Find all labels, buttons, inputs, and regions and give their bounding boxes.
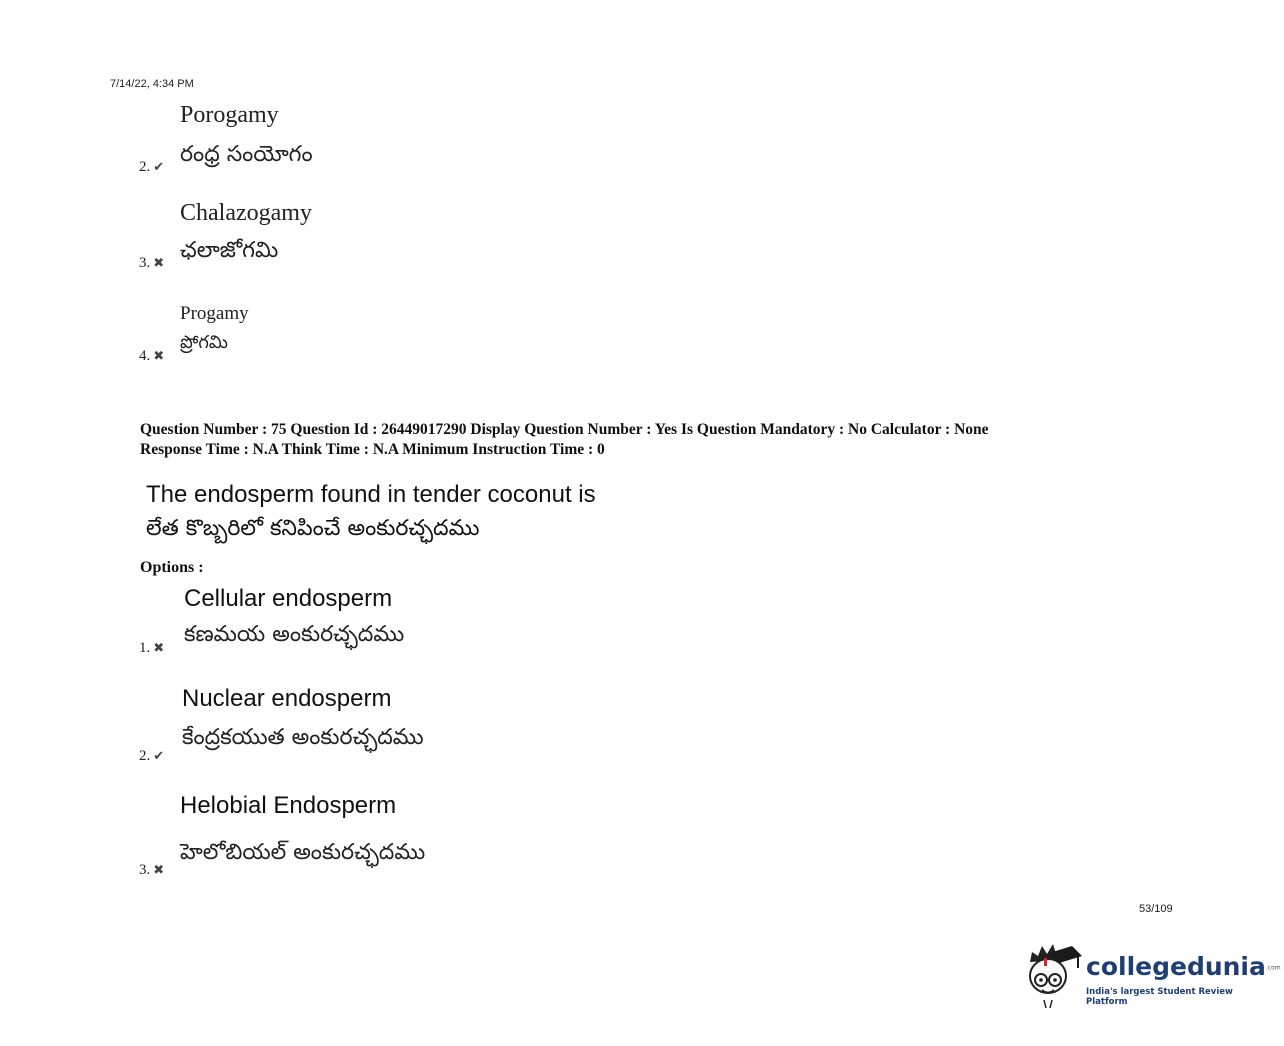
option-3-number (139, 862, 164, 879)
cross-icon: ✖ (153, 641, 165, 656)
prev-option-2-telugu: రంధ్ర సంయోగం (180, 142, 313, 167)
option-number: 2. (139, 159, 151, 175)
option-1-number (139, 640, 164, 657)
option-number: 3. (139, 255, 151, 271)
option-1-english: Cellular endosperm (184, 585, 393, 612)
logo-tagline: India's largest Student Review Platform (1086, 987, 1233, 1007)
collegedunia-logo (1022, 940, 1281, 1012)
option-2-english: Nuclear endosperm (182, 685, 392, 712)
logo-name: collegedunia (1086, 952, 1266, 981)
prev-option-3-telugu: ఛలాజోగమి (180, 238, 279, 263)
logo-suffix: .com (1265, 964, 1281, 972)
cross-icon: ✖ (153, 863, 165, 878)
option-number: 3. (139, 862, 151, 878)
student-mascot-icon (1022, 940, 1084, 1012)
option-2-telugu: కేంద్రకయుత అంకురచ్ఛదము (182, 725, 424, 750)
option-2-number (139, 748, 164, 765)
option-number: 1. (139, 640, 151, 656)
prev-option-4-telugu: ప్రోగమి (180, 332, 228, 353)
question-text-telugu: లేత కొబ్బరిలో కనిపించే అంకురచ్ఛదము (146, 516, 480, 541)
page-number: 53/109 (1139, 903, 1173, 915)
collegedunia-wordmark (1086, 952, 1281, 981)
cross-icon: ✖ (153, 256, 165, 271)
prev-option-2-number (139, 159, 164, 176)
options-label: Options : (140, 559, 204, 576)
option-1-telugu: కణమయ అంకురచ్ఛదము (184, 622, 405, 647)
check-icon: ✔ (153, 749, 165, 764)
cross-icon: ✖ (153, 349, 165, 364)
check-icon: ✔ (153, 160, 165, 175)
prev-option-2-english: Porogamy (180, 102, 279, 128)
print-timestamp: 7/14/22, 4:34 PM (110, 78, 194, 90)
option-3-telugu: హెలోబియల్ అంకురచ్ఛదము (180, 840, 426, 865)
prev-option-4-english: Progamy (180, 303, 249, 324)
question-meta-line-2: Response Time : N.A Think Time : N.A Minimum Instruction Time : 0 (140, 441, 605, 458)
prev-option-4-number (139, 348, 164, 365)
option-3-english: Helobial Endosperm (180, 792, 397, 819)
option-number: 2. (139, 748, 151, 764)
question-text-english: The endosperm found in tender coconut is (146, 481, 596, 508)
prev-option-3-number (139, 255, 164, 272)
prev-option-3-english: Chalazogamy (180, 200, 312, 226)
question-meta-line-1: Question Number : 75 Question Id : 26449017290 Display Question Number : Yes Is Question Mandatory : No Calculator : None (140, 421, 989, 438)
option-number: 4. (139, 348, 151, 364)
